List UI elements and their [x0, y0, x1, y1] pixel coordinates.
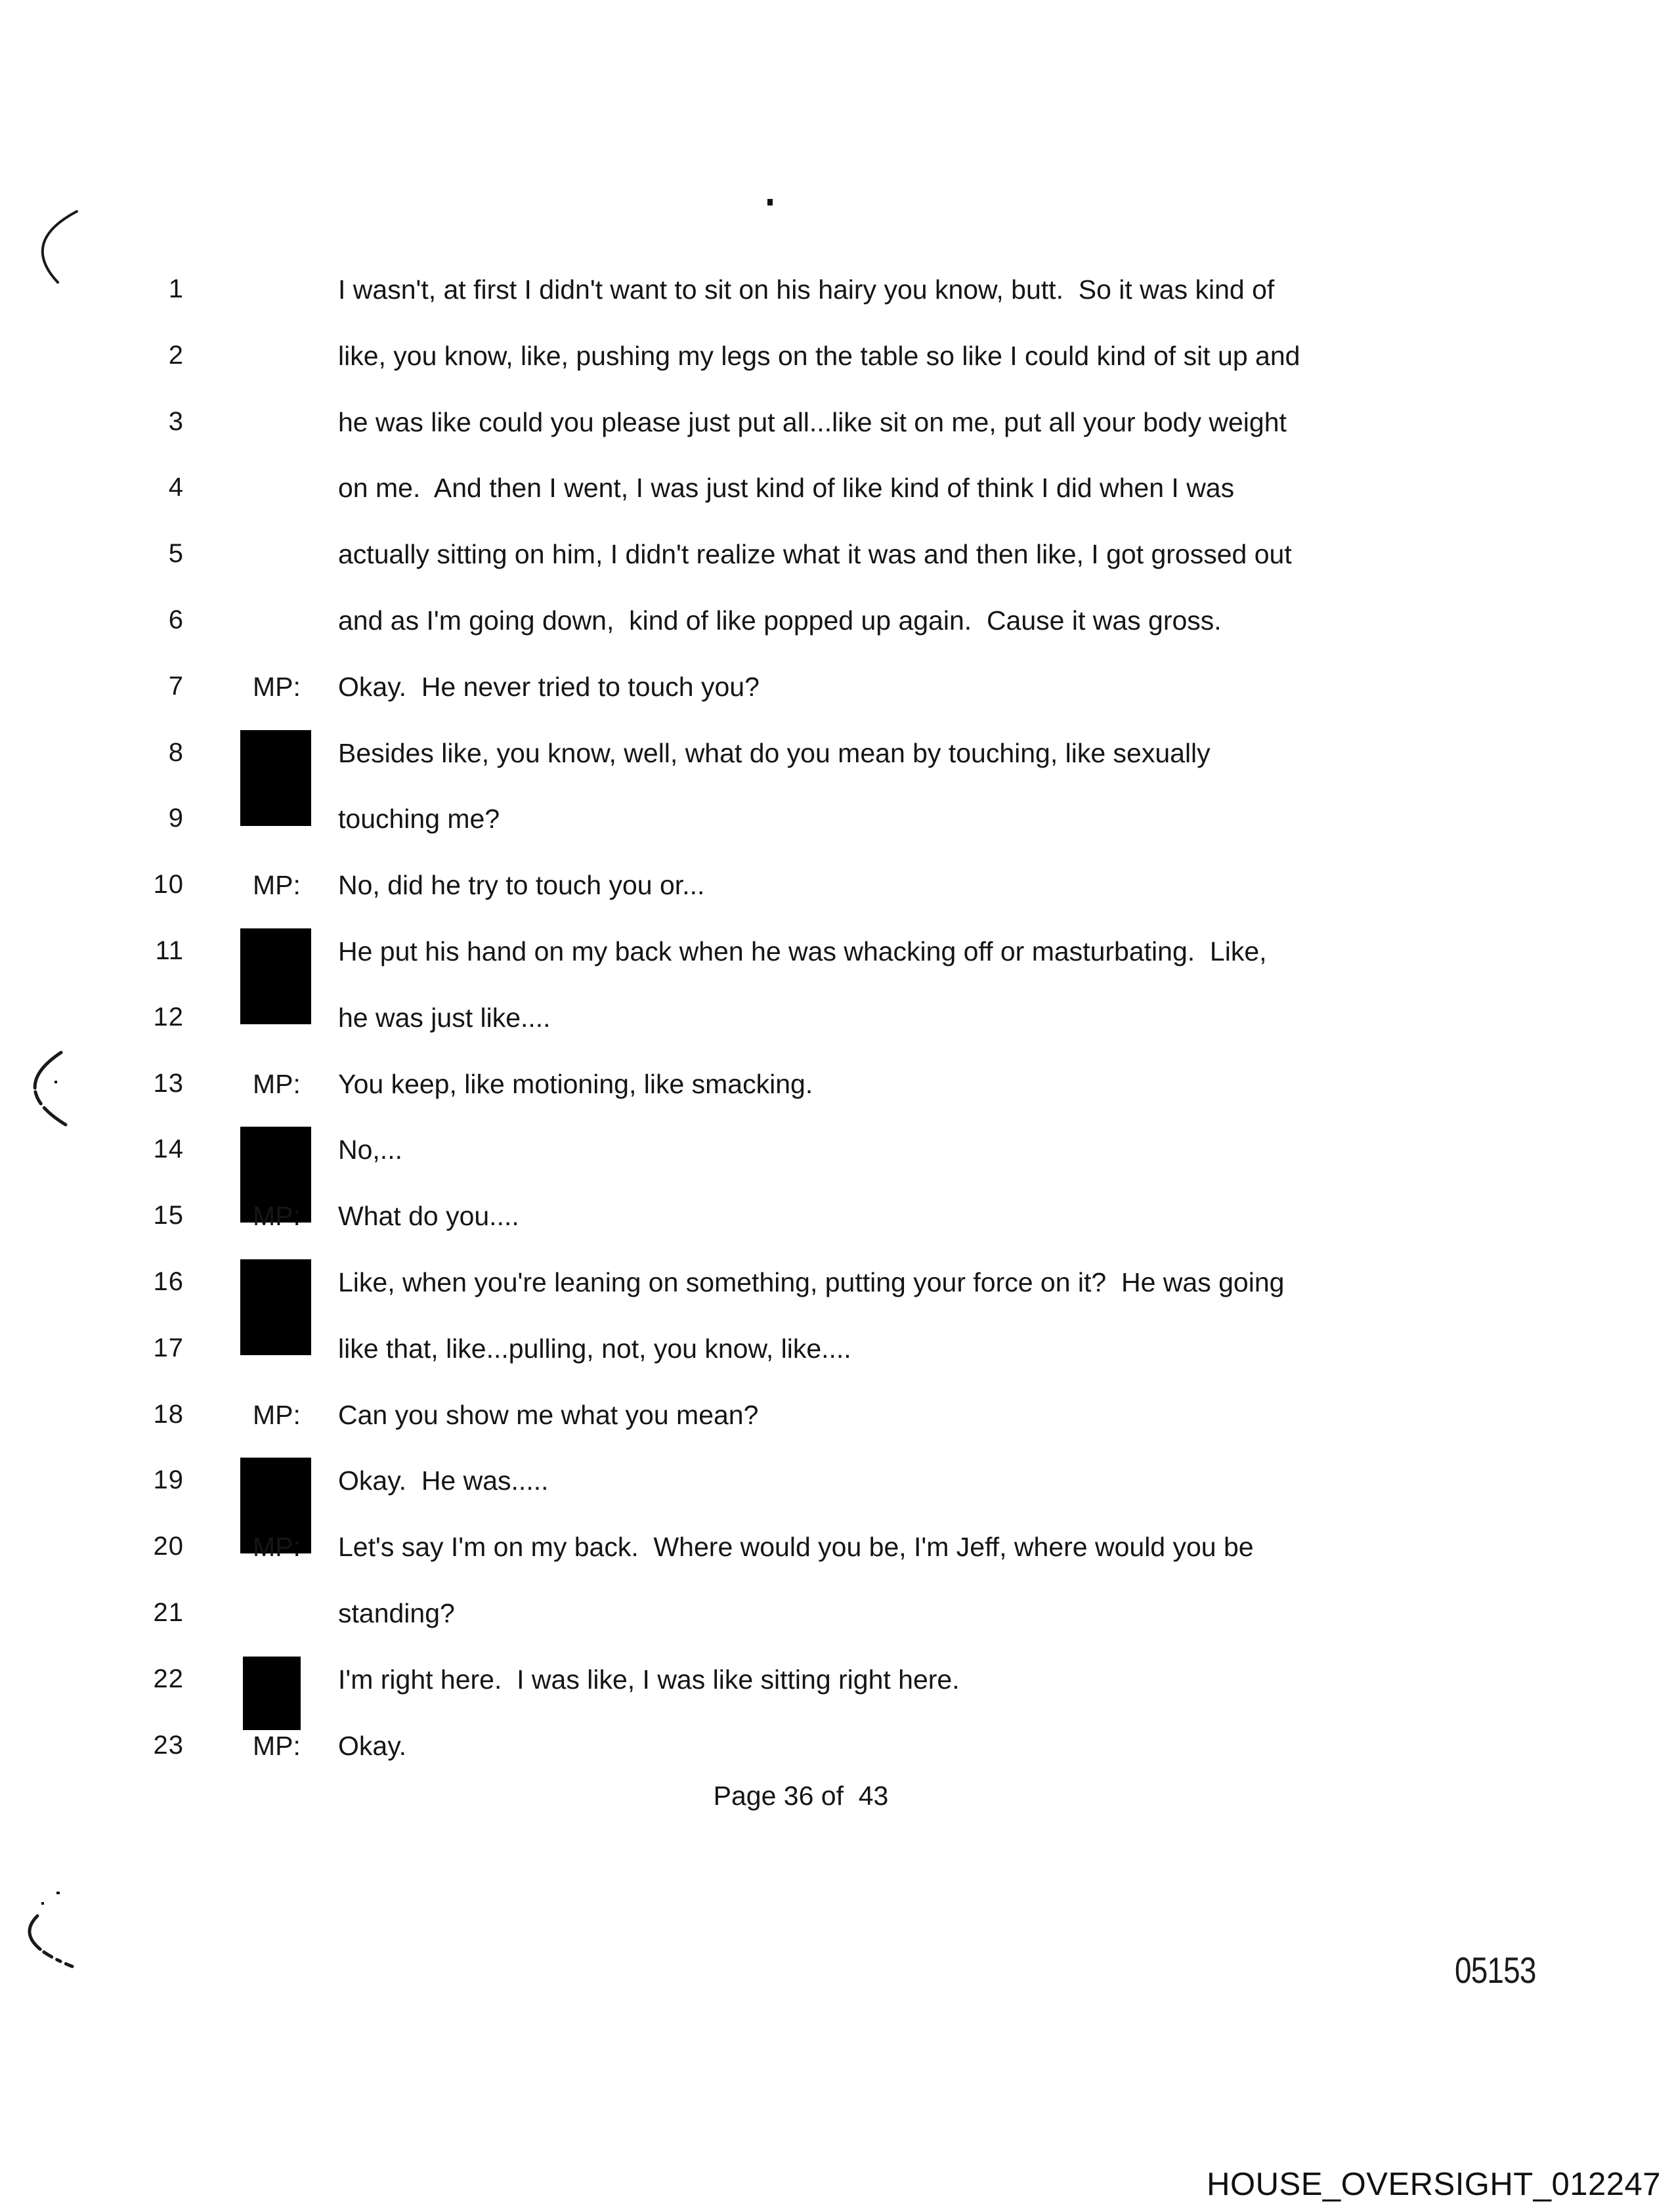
transcript-line	[0, 539, 1674, 580]
line-text: like, you know, like, pushing my legs on the table so like I could kind of sit up and	[338, 341, 1300, 371]
line-number: 22	[153, 1664, 184, 1693]
speaker-label: MP:	[253, 1069, 301, 1099]
line-text: I'm right here. I was like, I was like sitting right here.	[338, 1664, 960, 1695]
transcript-line	[0, 473, 1674, 513]
line-text: Besides like, you know, well, what do you mean by touching, like sexually	[338, 738, 1211, 768]
line-number: 19	[153, 1465, 184, 1494]
line-text: Okay.	[338, 1731, 407, 1761]
ink-dot	[41, 1902, 44, 1905]
line-number: 1	[168, 274, 184, 303]
line-text: Okay. He was.....	[338, 1465, 549, 1496]
line-number: 2	[168, 341, 184, 370]
line-text: Okay. He never tried to touch you?	[338, 672, 760, 702]
line-text: standing?	[338, 1598, 455, 1628]
transcript-line	[0, 1135, 1674, 1175]
line-text: What do you....	[338, 1201, 519, 1231]
line-number: 23	[153, 1731, 184, 1760]
speaker-label: MP:	[253, 1400, 301, 1430]
line-number: 11	[155, 936, 184, 965]
transcript-line	[0, 341, 1674, 381]
line-number: 15	[153, 1201, 184, 1230]
line-text: No, did he try to touch you or...	[338, 870, 705, 900]
line-text: he was like could you please just put all...like sit on me, put all your body weight	[338, 407, 1287, 437]
bates-number: HOUSE_OVERSIGHT_012247	[1207, 2167, 1661, 2202]
handwritten-arc-bottom-left-mark	[30, 1916, 72, 1966]
line-text: You keep, like motioning, like smacking.	[338, 1069, 813, 1099]
transcript-line	[0, 804, 1674, 844]
line-text: Like, when you're leaning on something, putting your force on it? He was going	[338, 1267, 1285, 1297]
line-number: 21	[153, 1598, 184, 1627]
page-number-footer: Page 36 of 43	[713, 1781, 889, 1811]
ink-dot	[56, 1892, 60, 1894]
line-number: 9	[168, 804, 184, 833]
line-number: 13	[153, 1069, 184, 1098]
line-text: on me. And then I went, I was just kind of like kind of think I did when I was	[338, 473, 1235, 503]
line-number: 18	[153, 1400, 184, 1429]
line-number: 8	[168, 738, 184, 767]
line-number: 5	[168, 539, 184, 568]
redacted-speaker-box	[243, 1657, 301, 1730]
speaker-label: MP:	[253, 1532, 301, 1562]
speaker-label: MP:	[253, 1731, 301, 1761]
line-number: 7	[168, 672, 184, 701]
line-number: 4	[168, 473, 184, 502]
transcript-line	[0, 1334, 1674, 1374]
transcript-line	[0, 1731, 1674, 1771]
transcript-line	[0, 274, 1674, 315]
transcript-line	[0, 605, 1674, 646]
line-text: actually sitting on him, I didn't realize what it was and then like, I got grossed out	[338, 539, 1292, 569]
transcript-line	[0, 1267, 1674, 1308]
line-text: touching me?	[338, 804, 500, 834]
transcript-line	[0, 672, 1674, 712]
line-number: 10	[153, 870, 184, 899]
transcript-line	[0, 870, 1674, 911]
speaker-label: MP:	[253, 1201, 301, 1231]
speaker-label: MP:	[253, 870, 301, 900]
transcript-line	[0, 936, 1674, 977]
line-text: Let's say I'm on my back. Where would you be, I'm Jeff, where would you be	[338, 1532, 1254, 1562]
line-number: 16	[153, 1267, 184, 1296]
transcript-line	[0, 1598, 1674, 1639]
line-text: He put his hand on my back when he was whacking off or masturbating. Like,	[338, 936, 1267, 966]
line-text: and as I'm going down, kind of like popped up again. Cause it was gross.	[338, 605, 1222, 636]
transcript-line	[0, 1069, 1674, 1110]
line-number: 12	[153, 1003, 184, 1031]
line-text: like that, like...pulling, not, you know, like....	[338, 1334, 851, 1364]
transcript-line	[0, 1532, 1674, 1572]
line-number: 14	[153, 1135, 184, 1163]
line-text: Can you show me what you mean?	[338, 1400, 759, 1430]
line-number: 6	[168, 605, 184, 634]
line-text: No,...	[338, 1135, 402, 1165]
transcript-line	[0, 1201, 1674, 1242]
transcript-line	[0, 407, 1674, 448]
transcript-line	[0, 1664, 1674, 1705]
line-text: he was just like....	[338, 1003, 551, 1033]
handwritten-arc-top-left-mark	[43, 211, 77, 282]
transcript-line	[0, 1003, 1674, 1043]
line-number: 17	[153, 1334, 184, 1362]
line-number: 20	[153, 1532, 184, 1561]
transcript-line	[0, 1400, 1674, 1441]
transcript-line	[0, 738, 1674, 779]
speaker-label: MP:	[253, 672, 301, 702]
line-text: I wasn't, at first I didn't want to sit on his hairy you know, butt. So it was kind of	[338, 274, 1275, 305]
transcript-line	[0, 1465, 1674, 1506]
stamp-number: 05153	[1455, 1949, 1536, 1991]
ink-dot	[767, 199, 773, 206]
line-number: 3	[168, 407, 184, 436]
